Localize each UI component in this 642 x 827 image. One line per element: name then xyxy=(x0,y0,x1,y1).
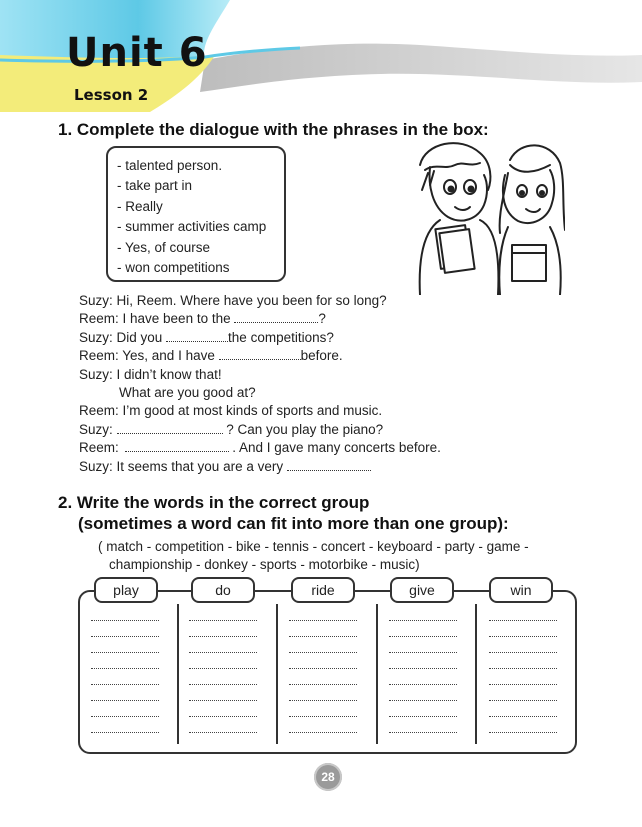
column-header-play: play xyxy=(94,577,158,603)
column-header-ride: ride xyxy=(291,577,355,603)
answer-line[interactable] xyxy=(389,652,457,653)
page-number: 28 xyxy=(314,763,342,791)
answer-line[interactable] xyxy=(289,700,357,701)
answer-line[interactable] xyxy=(489,700,557,701)
phrase-item: - take part in xyxy=(117,178,193,194)
answer-line[interactable] xyxy=(289,732,357,733)
answer-line[interactable] xyxy=(389,700,457,701)
answer-line[interactable] xyxy=(189,684,257,685)
phrase-item: - summer activities camp xyxy=(117,219,267,235)
answer-line[interactable] xyxy=(489,716,557,717)
word-list-line2: championship - donkey - sports - motorbike - music) xyxy=(109,557,420,572)
answer-line[interactable] xyxy=(389,620,457,621)
lesson-title: Lesson 2 xyxy=(74,86,149,104)
answer-blank[interactable] xyxy=(125,441,229,452)
answer-blank[interactable] xyxy=(234,312,318,323)
answer-line[interactable] xyxy=(489,684,557,685)
answer-line[interactable] xyxy=(289,652,357,653)
answer-line[interactable] xyxy=(289,668,357,669)
answer-line[interactable] xyxy=(489,668,557,669)
answer-blank[interactable] xyxy=(219,349,301,360)
phrase-item: - talented person. xyxy=(117,158,223,173)
column-divider xyxy=(475,604,477,744)
unit-title: Unit 6 xyxy=(66,30,208,76)
dialogue-line: Suzy: I didn’t know that! xyxy=(79,366,222,382)
dialogue-line: Suzy: Hi, Reem. Where have you been for so long? xyxy=(79,293,387,308)
answer-line[interactable] xyxy=(489,652,557,653)
answer-line[interactable] xyxy=(91,620,159,621)
answer-line[interactable] xyxy=(389,732,457,733)
dialogue-line: Suzy: It seems that you are a very xyxy=(79,458,499,476)
answer-line[interactable] xyxy=(489,732,557,733)
phrase-item: - won competitions xyxy=(117,260,230,276)
answer-line[interactable] xyxy=(289,684,357,685)
column-divider xyxy=(177,604,179,744)
answer-blank[interactable] xyxy=(117,423,223,434)
answer-blank[interactable] xyxy=(166,331,228,342)
children-illustration xyxy=(400,135,565,295)
answer-line[interactable] xyxy=(189,620,257,621)
column-divider xyxy=(276,604,278,744)
exercise-2-heading-line2: (sometimes a word can fit into more than one group): xyxy=(78,514,509,533)
answer-line[interactable] xyxy=(91,652,159,653)
answer-line[interactable] xyxy=(189,668,257,669)
answer-line[interactable] xyxy=(91,636,159,637)
dialogue-line: Reem: I have been to the ? xyxy=(79,311,326,327)
column-header-give: give xyxy=(390,577,454,603)
answer-line[interactable] xyxy=(289,716,357,717)
column-header-do: do xyxy=(191,577,255,603)
dialogue-line: Reem: Yes, and I have before. xyxy=(79,348,343,364)
dialogue-line: Suzy: Did you the competitions? xyxy=(79,329,334,345)
dialogue-line: Suzy: ? Can you play the piano? xyxy=(79,421,384,437)
answer-line[interactable] xyxy=(91,668,159,669)
answer-line[interactable] xyxy=(189,732,257,733)
phrase-item: - Really xyxy=(117,198,163,214)
answer-line[interactable] xyxy=(389,668,457,669)
answer-line[interactable] xyxy=(189,716,257,717)
answer-line[interactable] xyxy=(91,700,159,701)
word-groups-table xyxy=(78,590,577,754)
answer-line[interactable] xyxy=(289,636,357,637)
dialogue-line: Reem: . And I gave many concerts before. xyxy=(79,440,441,456)
exercise-1-heading: 1. Complete the dialogue with the phrases in the box: xyxy=(58,120,489,139)
column-divider xyxy=(376,604,378,744)
word-list-line1: ( match - competition - bike - tennis - concert - keyboard - party - game - xyxy=(98,539,529,554)
answer-line[interactable] xyxy=(189,652,257,653)
dialogue-line: Reem: I’m good at most kinds of sports and music. xyxy=(79,403,383,419)
answer-line[interactable] xyxy=(189,700,257,701)
answer-line[interactable] xyxy=(389,716,457,717)
answer-line[interactable] xyxy=(289,620,357,621)
exercise-2-heading xyxy=(58,492,509,534)
answer-line[interactable] xyxy=(489,620,557,621)
phrase-item: - Yes, of course xyxy=(117,239,211,255)
exercise-2-heading-line1: 2. Write the words in the correct group xyxy=(58,493,370,512)
answer-line[interactable] xyxy=(91,684,159,685)
answer-line[interactable] xyxy=(389,636,457,637)
word-list xyxy=(98,538,598,574)
dialogue-line: What are you good at? xyxy=(119,385,256,401)
answer-blank[interactable] xyxy=(287,460,371,471)
dialogue xyxy=(79,292,499,476)
answer-line[interactable] xyxy=(91,716,159,717)
phrase-box xyxy=(106,146,286,282)
column-header-win: win xyxy=(489,577,553,603)
answer-line[interactable] xyxy=(489,636,557,637)
answer-line[interactable] xyxy=(91,732,159,733)
answer-line[interactable] xyxy=(389,684,457,685)
answer-line[interactable] xyxy=(189,636,257,637)
